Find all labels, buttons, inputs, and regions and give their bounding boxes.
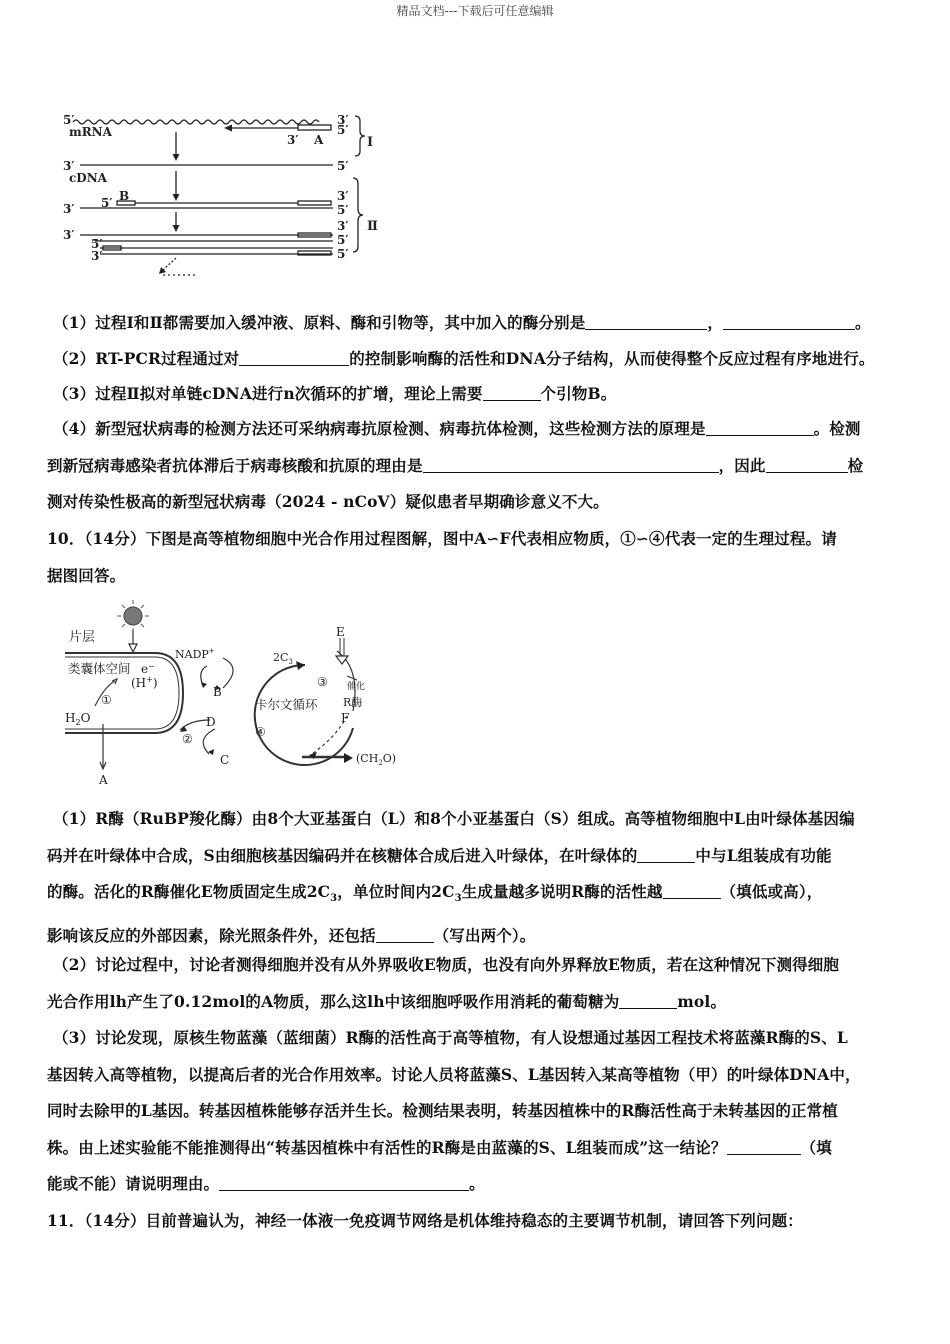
svg-text:2C3: $2C_3$ [273, 651, 293, 666]
label-5prime-iv: 5′ [91, 237, 103, 251]
q9-part1: （1）过程Ⅰ和Ⅱ都需要加入缓冲液、原料、酶和引物等，其中加入的酶分别是 ， 。 [53, 313, 871, 332]
q9-part3: （3）过程Ⅱ拟对单链cDNA进行n次循环的扩增，理论上需要 个引物B。 [53, 384, 617, 403]
label-process-4: ④ [255, 725, 266, 739]
answer-blank[interactable] [663, 883, 721, 900]
label-lamella: 片层 [69, 630, 96, 645]
label-5prime-ii: 5′ [337, 203, 349, 217]
label-primer-a: A [314, 133, 324, 147]
label-c: C [220, 753, 230, 767]
svg-text:(CH2O): $(CH_2O)$ [356, 752, 397, 767]
q11-intro: 11．（14分）目前普遍认为，神经一体液一免疫调节网络是机体维持稳态的主要调节机制，请回答下列问题： [47, 1211, 803, 1230]
answer-blank[interactable] [376, 926, 434, 943]
q10-part1: （1）R酶（RuBP羧化酶）由8个大亚基蛋白（L）和8个小亚基蛋白（S）组成。高等植物细胞中L由叶绿体基因编 码并在叶绿体中合成，S由细胞核基因编码并在核糖体合成后进入叶绿体，在叶绿体的 中与L组装成有功能 的酶。活化的R酶催化E物质固定生成$2C_3$，单位时间内$2C_3$生成量越多说明R酶的活性越 （填低或高）， 影响该反应的外部因素，除光照条件外，还包括 （写出两个）。 [47, 809, 855, 945]
answer-blank[interactable] [585, 314, 707, 331]
label-primer-b: B [119, 189, 130, 203]
page-header: 精品文档---下载后可任意编辑 [396, 4, 554, 18]
label-3prime-iii-r: 3′ [337, 219, 349, 233]
answer-blank[interactable] [219, 1175, 469, 1192]
label-thylakoid-space: 类囊体空间 [68, 661, 131, 676]
label-5prime-b: 5′ [101, 196, 113, 210]
label-3prime-ii: 3′ [337, 189, 349, 203]
answer-blank[interactable] [723, 314, 855, 331]
q10-intro: 10．（14分）下图是高等植物细胞中光合作用过程图解，图中A∽F代表相应物质，①∽④代表一定的生理过程。请 据图回答。 [47, 529, 837, 585]
label-a: A [99, 773, 108, 787]
q10-part3: （3）讨论发现，原核生物蓝藻（蓝细菌）R酶的活性高于高等植物，有人设想通过基因工程技术将蓝藻R酶的S、L 基因转入高等植物，以提高后者的光合作用效率。讨论人员将蓝藻S、L基因转入某高等植物（甲）的叶绿体DNA中， 同时去除甲的L基因。转基因植株能够存活并生长。检测结果表明，转基因植株中的R酶活性高于未转基因的正常植 株。由上述实验能不能推测得出“转基因植株中有活性的R酶是由蓝藻的S、L组装而成”这一结论？ （填 能或不能）请说明理由。 。 [47, 1028, 861, 1193]
answer-blank[interactable] [423, 456, 719, 473]
label-h-ion: (H [131, 676, 147, 690]
q10-part2: （2）讨论过程中，讨论者测得细胞并没有从外界吸收E物质，也没有向外界释放E物质，若在这种情况下测得细胞 光合作用lh产生了0.12mol的A物质，那么这lh中该细胞呼吸作用消耗的葡萄糖为 mol。 [47, 955, 840, 1011]
calvin-cycle-circle [255, 665, 353, 765]
label-d: D [206, 715, 216, 729]
label-3prime-primer-a: 3′ [287, 133, 299, 147]
svg-text:(H+): (H+) [131, 675, 158, 690]
answer-blank[interactable] [483, 385, 541, 402]
label-b: B [213, 685, 222, 699]
primer-a [298, 125, 331, 130]
label-5prime-iv-r: 5′ [337, 247, 349, 261]
answer-blank[interactable] [727, 1138, 801, 1155]
answer-blank[interactable] [619, 992, 677, 1009]
label-5prime-mrna: 5′ [63, 113, 75, 127]
label-3prime-cdna: 3′ [63, 159, 75, 173]
label-5prime-iii-r: 5′ [337, 233, 349, 247]
label-f: F [341, 711, 350, 725]
label-3prime-iii: 3′ [63, 228, 75, 242]
rt-pcr-diagram [55, 108, 385, 283]
label-electron: e [141, 662, 149, 676]
label-3prime-mrna: 3′ [337, 113, 349, 127]
label-r-enzyme: R酶 [343, 696, 363, 709]
label-2c3: 2C [273, 651, 289, 664]
label-5prime-primer-a: 5′ [337, 123, 349, 137]
label-ch2o: (CH [356, 752, 379, 765]
label-stage-1: Ⅰ [367, 135, 374, 150]
sun-icon [117, 600, 149, 632]
answer-blank[interactable] [706, 420, 814, 437]
label-calvin-cycle: 卡尔文循环 [255, 697, 318, 712]
label-3prime-ii-left: 3′ [63, 202, 75, 216]
mrna-strand [73, 120, 319, 124]
svg-text:H2O: $H_2O$ [65, 711, 91, 727]
label-cdna: cDNA [69, 171, 107, 185]
photosynthesis-diagram [55, 596, 405, 796]
label-e: E [336, 625, 345, 639]
svg-text:−: − [148, 662, 155, 671]
label-5prime-cdna: 5′ [337, 159, 349, 173]
label-3prime-iv: 3′ [91, 249, 103, 263]
label-catalyze: 催化 [347, 682, 366, 692]
label-stage-2: Ⅱ [367, 219, 378, 234]
label-process-3: ③ [317, 675, 328, 689]
label-process-2: ② [182, 732, 193, 746]
answer-blank[interactable] [766, 456, 848, 473]
svg-text:NADP+: NADP+ [175, 647, 215, 661]
label-water: H [65, 711, 76, 725]
label-mrna: mRNA [69, 125, 112, 139]
q9-part4: （4）新型冠状病毒的检测方法还可采纳病毒抗原检测、病毒抗体检测，这些检测方法的原理是 。检测 到新冠病毒感染者抗体滞后于病毒核酸和抗原的理由是 ，因此 检 测对传染性极高的新型冠状病毒（2024 - nCoV）疑似患者早期确诊意义不大。 [47, 419, 864, 511]
answer-blank[interactable] [637, 846, 695, 863]
q9-part2: （2）RT-PCR过程通过对 的控制影响酶的活性和DNA分子结构，从而使得整个反应过程有序地进行。 [53, 349, 875, 368]
label-process-1: ① [101, 693, 112, 707]
label-nadp: NADP [175, 648, 209, 661]
answer-blank[interactable] [239, 350, 349, 367]
